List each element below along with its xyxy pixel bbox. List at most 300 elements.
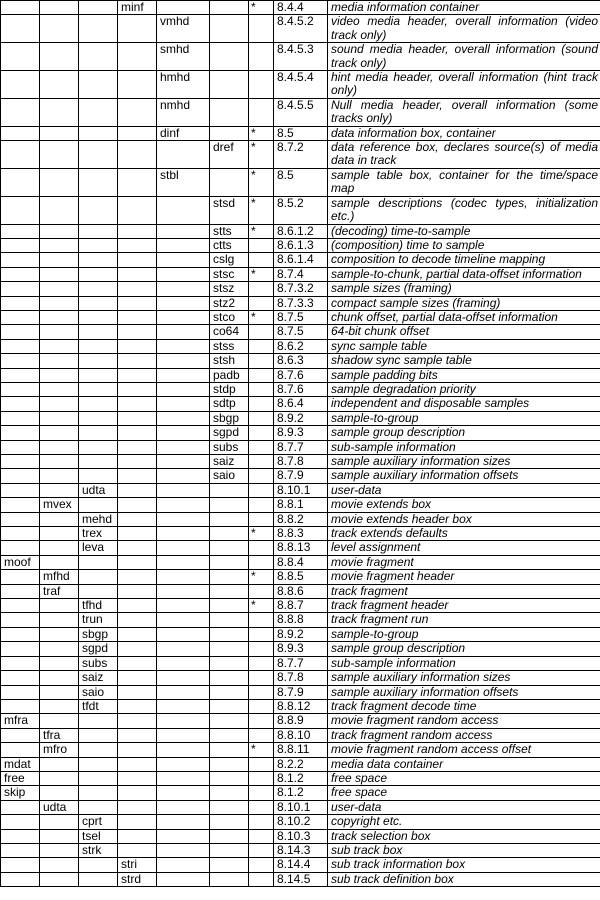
mandatory-marker: [249, 411, 274, 425]
box-name-level-5: sdtp: [210, 397, 249, 411]
table-row: [1, 599, 600, 613]
box-description: 64-bit chunk offset: [328, 325, 600, 339]
box-name-level-3: [118, 354, 157, 368]
table-row: [1, 296, 600, 310]
box-description: track fragment decode time: [328, 699, 600, 713]
box-name-level-1: [40, 757, 79, 771]
box-name-level-4: [157, 253, 210, 267]
box-name-level-0: [1, 238, 40, 252]
section-number: 8.8.6: [274, 584, 328, 598]
box-description: sample group description: [328, 642, 600, 656]
mandatory-marker: *: [249, 196, 274, 224]
box-name-level-3: [118, 397, 157, 411]
table-row: [1, 15, 600, 43]
box-name-level-1: [40, 656, 79, 670]
section-number: 8.6.2: [274, 339, 328, 353]
box-description: composition to decode timeline mapping: [328, 253, 600, 267]
box-name-level-1: [40, 411, 79, 425]
box-name-level-2: trex: [79, 527, 118, 541]
box-description: user-data: [328, 483, 600, 497]
table-row: [1, 829, 600, 843]
box-name-level-1: [40, 296, 79, 310]
box-description: (composition) time to sample: [328, 238, 600, 252]
box-name-level-0: [1, 71, 40, 99]
box-name-level-3: [118, 815, 157, 829]
box-name-level-5: [210, 15, 249, 43]
box-description: sample table box, container for the time/space map: [328, 168, 600, 196]
box-name-level-0: [1, 469, 40, 483]
box-name-level-1: mfro: [40, 743, 79, 757]
box-name-level-4: dinf: [157, 126, 210, 140]
table-row: [1, 786, 600, 800]
section-number: 8.7.6: [274, 382, 328, 396]
box-name-level-0: [1, 743, 40, 757]
mandatory-marker: *: [249, 267, 274, 281]
section-number: 8.7.2: [274, 141, 328, 169]
box-name-level-0: [1, 296, 40, 310]
table-row: [1, 43, 600, 71]
box-name-level-3: [118, 584, 157, 598]
box-name-level-4: [157, 141, 210, 169]
box-name-level-0: mdat: [1, 757, 40, 771]
box-name-level-3: [118, 541, 157, 555]
section-number: 8.7.4: [274, 267, 328, 281]
box-name-level-5: [210, 757, 249, 771]
box-name-level-0: [1, 411, 40, 425]
box-name-level-2: [79, 43, 118, 71]
table-row: [1, 627, 600, 641]
mandatory-marker: [249, 15, 274, 43]
box-name-level-4: nmhd: [157, 98, 210, 126]
box-description: movie extends box: [328, 498, 600, 512]
table-body: [1, 1, 600, 887]
mandatory-marker: [249, 771, 274, 785]
box-name-level-5: [210, 800, 249, 814]
box-name-level-3: [118, 71, 157, 99]
table-row: [1, 382, 600, 396]
box-name-level-3: strd: [118, 872, 157, 886]
box-name-level-5: [210, 71, 249, 99]
table-row: [1, 656, 600, 670]
box-name-level-0: [1, 98, 40, 126]
box-name-level-5: [210, 627, 249, 641]
box-name-level-3: [118, 238, 157, 252]
mandatory-marker: [249, 671, 274, 685]
box-name-level-1: [40, 253, 79, 267]
box-name-level-2: [79, 411, 118, 425]
box-name-level-0: [1, 728, 40, 742]
box-name-level-2: trun: [79, 613, 118, 627]
box-description: independent and disposable samples: [328, 397, 600, 411]
section-number: 8.5: [274, 168, 328, 196]
box-name-level-2: [79, 555, 118, 569]
box-name-level-1: [40, 512, 79, 526]
box-name-level-5: ctts: [210, 238, 249, 252]
box-name-level-0: [1, 584, 40, 598]
box-name-level-3: [118, 325, 157, 339]
box-name-level-3: [118, 656, 157, 670]
table-row: [1, 498, 600, 512]
mandatory-marker: [249, 382, 274, 396]
box-name-level-3: [118, 15, 157, 43]
box-name-level-5: [210, 872, 249, 886]
table-row: [1, 858, 600, 872]
table-row: [1, 168, 600, 196]
mandatory-marker: [249, 800, 274, 814]
box-name-level-5: sbgp: [210, 411, 249, 425]
box-name-level-1: [40, 541, 79, 555]
box-name-level-1: [40, 699, 79, 713]
box-name-level-1: traf: [40, 584, 79, 598]
box-name-level-3: [118, 426, 157, 440]
mandatory-marker: *: [249, 224, 274, 238]
box-name-level-0: [1, 141, 40, 169]
box-name-level-3: [118, 527, 157, 541]
box-name-level-4: [157, 483, 210, 497]
box-description: sample padding bits: [328, 368, 600, 382]
section-number: 8.8.8: [274, 613, 328, 627]
box-name-level-0: [1, 613, 40, 627]
box-name-level-5: cslg: [210, 253, 249, 267]
table-row: [1, 126, 600, 140]
box-name-level-0: [1, 267, 40, 281]
box-name-level-4: [157, 498, 210, 512]
box-name-level-5: [210, 168, 249, 196]
section-number: 8.7.8: [274, 671, 328, 685]
box-name-level-3: [118, 339, 157, 353]
box-description: sample auxiliary information sizes: [328, 671, 600, 685]
box-name-level-3: [118, 599, 157, 613]
box-name-level-4: [157, 800, 210, 814]
box-name-level-3: [118, 613, 157, 627]
box-name-level-0: [1, 512, 40, 526]
box-name-level-5: [210, 656, 249, 670]
box-name-level-4: [157, 354, 210, 368]
box-name-level-1: [40, 469, 79, 483]
table-row: [1, 527, 600, 541]
box-description: chunk offset, partial data-offset information: [328, 310, 600, 324]
box-name-level-1: [40, 815, 79, 829]
box-name-level-1: [40, 224, 79, 238]
table-row: [1, 613, 600, 627]
box-description: track selection box: [328, 829, 600, 843]
box-name-level-3: [118, 455, 157, 469]
box-name-level-2: [79, 757, 118, 771]
box-name-level-2: [79, 440, 118, 454]
box-description: media data container: [328, 757, 600, 771]
box-name-level-1: [40, 555, 79, 569]
table-row: [1, 541, 600, 555]
table-row: [1, 238, 600, 252]
box-name-level-5: [210, 642, 249, 656]
box-name-level-2: tsel: [79, 829, 118, 843]
box-name-level-0: [1, 282, 40, 296]
box-name-level-4: stbl: [157, 168, 210, 196]
mandatory-marker: *: [249, 141, 274, 169]
box-name-level-2: [79, 238, 118, 252]
box-description: movie extends header box: [328, 512, 600, 526]
box-name-level-3: minf: [118, 1, 157, 15]
box-description: compact sample sizes (framing): [328, 296, 600, 310]
box-name-level-0: [1, 168, 40, 196]
box-name-level-4: [157, 786, 210, 800]
box-name-level-3: [118, 141, 157, 169]
box-name-level-0: [1, 310, 40, 324]
mandatory-marker: *: [249, 743, 274, 757]
box-name-level-5: stco: [210, 310, 249, 324]
box-name-level-0: [1, 382, 40, 396]
mandatory-marker: [249, 656, 274, 670]
box-name-level-0: moof: [1, 555, 40, 569]
section-number: 8.14.4: [274, 858, 328, 872]
box-name-level-0: [1, 43, 40, 71]
box-name-level-5: [210, 1, 249, 15]
box-name-level-2: saio: [79, 685, 118, 699]
box-name-level-4: [157, 527, 210, 541]
box-name-level-5: stsc: [210, 267, 249, 281]
box-name-level-4: [157, 469, 210, 483]
box-name-level-3: [118, 829, 157, 843]
box-name-level-4: [157, 397, 210, 411]
box-name-level-2: leva: [79, 541, 118, 555]
box-description: data information box, container: [328, 126, 600, 140]
box-name-level-2: [79, 224, 118, 238]
box-name-level-4: [157, 296, 210, 310]
section-number: 8.7.9: [274, 685, 328, 699]
mandatory-marker: [249, 98, 274, 126]
box-name-level-2: [79, 382, 118, 396]
box-name-level-1: [40, 126, 79, 140]
box-name-level-1: mfhd: [40, 570, 79, 584]
section-number: 8.7.5: [274, 325, 328, 339]
box-description: hint media header, overall information (hint track only): [328, 71, 600, 99]
box-name-level-4: [157, 728, 210, 742]
box-name-level-4: [157, 656, 210, 670]
box-description: sub-sample information: [328, 656, 600, 670]
box-name-level-2: [79, 728, 118, 742]
table-row: [1, 815, 600, 829]
box-name-level-4: [157, 699, 210, 713]
box-name-level-0: [1, 498, 40, 512]
mandatory-marker: [249, 714, 274, 728]
box-name-level-5: [210, 843, 249, 857]
box-name-level-2: [79, 15, 118, 43]
box-name-level-1: [40, 282, 79, 296]
box-name-level-3: stri: [118, 858, 157, 872]
box-description: (decoding) time-to-sample: [328, 224, 600, 238]
box-name-level-3: [118, 282, 157, 296]
section-number: 8.7.7: [274, 440, 328, 454]
box-description: sample degradation priority: [328, 382, 600, 396]
box-name-level-3: [118, 98, 157, 126]
table-row: [1, 757, 600, 771]
box-name-level-2: tfdt: [79, 699, 118, 713]
section-number: 8.10.1: [274, 483, 328, 497]
table-row: [1, 224, 600, 238]
box-name-level-2: [79, 71, 118, 99]
box-name-level-1: [40, 685, 79, 699]
box-name-level-2: [79, 584, 118, 598]
box-name-level-5: [210, 786, 249, 800]
box-name-level-0: free: [1, 771, 40, 785]
box-description: free space: [328, 786, 600, 800]
box-name-level-4: vmhd: [157, 15, 210, 43]
box-name-level-5: [210, 555, 249, 569]
section-number: 8.8.7: [274, 599, 328, 613]
table-row: [1, 743, 600, 757]
box-description: copyright etc.: [328, 815, 600, 829]
box-description: sound media header, overall information (sound track only): [328, 43, 600, 71]
box-name-level-3: [118, 555, 157, 569]
section-number: 8.8.13: [274, 541, 328, 555]
section-number: 8.5: [274, 126, 328, 140]
table-row: [1, 354, 600, 368]
box-name-level-5: [210, 599, 249, 613]
box-description: shadow sync sample table: [328, 354, 600, 368]
section-number: 8.9.3: [274, 642, 328, 656]
section-number: 8.4.5.5: [274, 98, 328, 126]
box-name-level-5: stsz: [210, 282, 249, 296]
table-row: [1, 411, 600, 425]
box-name-level-1: [40, 714, 79, 728]
box-name-level-4: [157, 815, 210, 829]
box-name-level-0: [1, 483, 40, 497]
box-name-level-3: [118, 627, 157, 641]
box-name-level-3: [118, 642, 157, 656]
table-row: [1, 253, 600, 267]
section-number: 8.9.3: [274, 426, 328, 440]
table-row: [1, 426, 600, 440]
box-name-level-2: mehd: [79, 512, 118, 526]
box-name-level-1: [40, 339, 79, 353]
box-description: track fragment: [328, 584, 600, 598]
box-name-level-5: [210, 714, 249, 728]
mandatory-marker: [249, 455, 274, 469]
mandatory-marker: [249, 642, 274, 656]
box-name-level-2: [79, 354, 118, 368]
section-number: 8.8.9: [274, 714, 328, 728]
box-name-level-1: [40, 71, 79, 99]
box-name-level-2: [79, 771, 118, 785]
box-name-level-5: [210, 126, 249, 140]
box-name-level-5: stts: [210, 224, 249, 238]
section-number: 8.6.3: [274, 354, 328, 368]
box-name-level-2: [79, 310, 118, 324]
table-row: [1, 800, 600, 814]
box-name-level-4: [157, 685, 210, 699]
box-name-level-5: stss: [210, 339, 249, 353]
section-number: 8.5.2: [274, 196, 328, 224]
box-name-level-3: [118, 224, 157, 238]
box-name-level-3: [118, 267, 157, 281]
box-name-level-4: [157, 368, 210, 382]
box-name-level-2: [79, 126, 118, 140]
box-name-level-3: [118, 498, 157, 512]
mandatory-marker: [249, 757, 274, 771]
box-name-level-2: [79, 282, 118, 296]
table-row: [1, 325, 600, 339]
box-name-level-3: [118, 757, 157, 771]
table-row: [1, 196, 600, 224]
box-name-level-0: [1, 339, 40, 353]
box-name-level-0: [1, 440, 40, 454]
box-name-level-1: [40, 671, 79, 685]
box-name-level-1: [40, 310, 79, 324]
mandatory-marker: [249, 469, 274, 483]
box-name-level-2: sgpd: [79, 642, 118, 656]
box-name-level-1: [40, 858, 79, 872]
box-name-level-1: [40, 98, 79, 126]
box-name-level-4: [157, 310, 210, 324]
box-name-level-1: [40, 43, 79, 71]
table-row: [1, 555, 600, 569]
box-description: sub-sample information: [328, 440, 600, 454]
box-name-level-3: [118, 382, 157, 396]
section-number: 8.7.7: [274, 656, 328, 670]
table-row: [1, 440, 600, 454]
table-row: [1, 71, 600, 99]
table-row: [1, 1, 600, 15]
box-name-level-0: [1, 829, 40, 843]
box-name-level-0: [1, 224, 40, 238]
section-number: 8.4.4: [274, 1, 328, 15]
mandatory-marker: [249, 728, 274, 742]
box-description: movie fragment random access offset: [328, 743, 600, 757]
box-name-level-2: tfhd: [79, 599, 118, 613]
section-number: 8.14.3: [274, 843, 328, 857]
box-description: sample-to-group: [328, 411, 600, 425]
table-row: [1, 98, 600, 126]
box-description: sample sizes (framing): [328, 282, 600, 296]
box-name-level-1: [40, 141, 79, 169]
section-number: 8.8.11: [274, 743, 328, 757]
box-description: track fragment run: [328, 613, 600, 627]
box-name-level-1: mvex: [40, 498, 79, 512]
box-name-level-4: [157, 339, 210, 353]
section-number: 8.2.2: [274, 757, 328, 771]
box-name-level-0: [1, 642, 40, 656]
box-name-level-0: [1, 858, 40, 872]
mandatory-marker: [249, 339, 274, 353]
box-name-level-2: cprt: [79, 815, 118, 829]
box-description: sub track information box: [328, 858, 600, 872]
box-name-level-1: [40, 1, 79, 15]
box-name-level-3: [118, 310, 157, 324]
box-name-level-2: [79, 141, 118, 169]
box-name-level-4: [157, 613, 210, 627]
table-row: [1, 843, 600, 857]
box-name-level-4: [157, 599, 210, 613]
box-name-level-2: [79, 339, 118, 353]
box-name-level-0: [1, 455, 40, 469]
box-name-level-1: [40, 440, 79, 454]
box-name-level-2: [79, 325, 118, 339]
section-number: 8.10.3: [274, 829, 328, 843]
box-name-level-5: stz2: [210, 296, 249, 310]
box-name-level-5: [210, 541, 249, 555]
box-name-level-4: [157, 714, 210, 728]
section-number: 8.7.9: [274, 469, 328, 483]
section-number: 8.8.4: [274, 555, 328, 569]
mandatory-marker: [249, 584, 274, 598]
box-name-level-0: [1, 843, 40, 857]
box-name-level-2: [79, 426, 118, 440]
box-name-level-2: [79, 368, 118, 382]
box-name-level-4: [157, 267, 210, 281]
box-name-level-3: [118, 411, 157, 425]
box-description: sample group description: [328, 426, 600, 440]
box-name-level-0: [1, 196, 40, 224]
